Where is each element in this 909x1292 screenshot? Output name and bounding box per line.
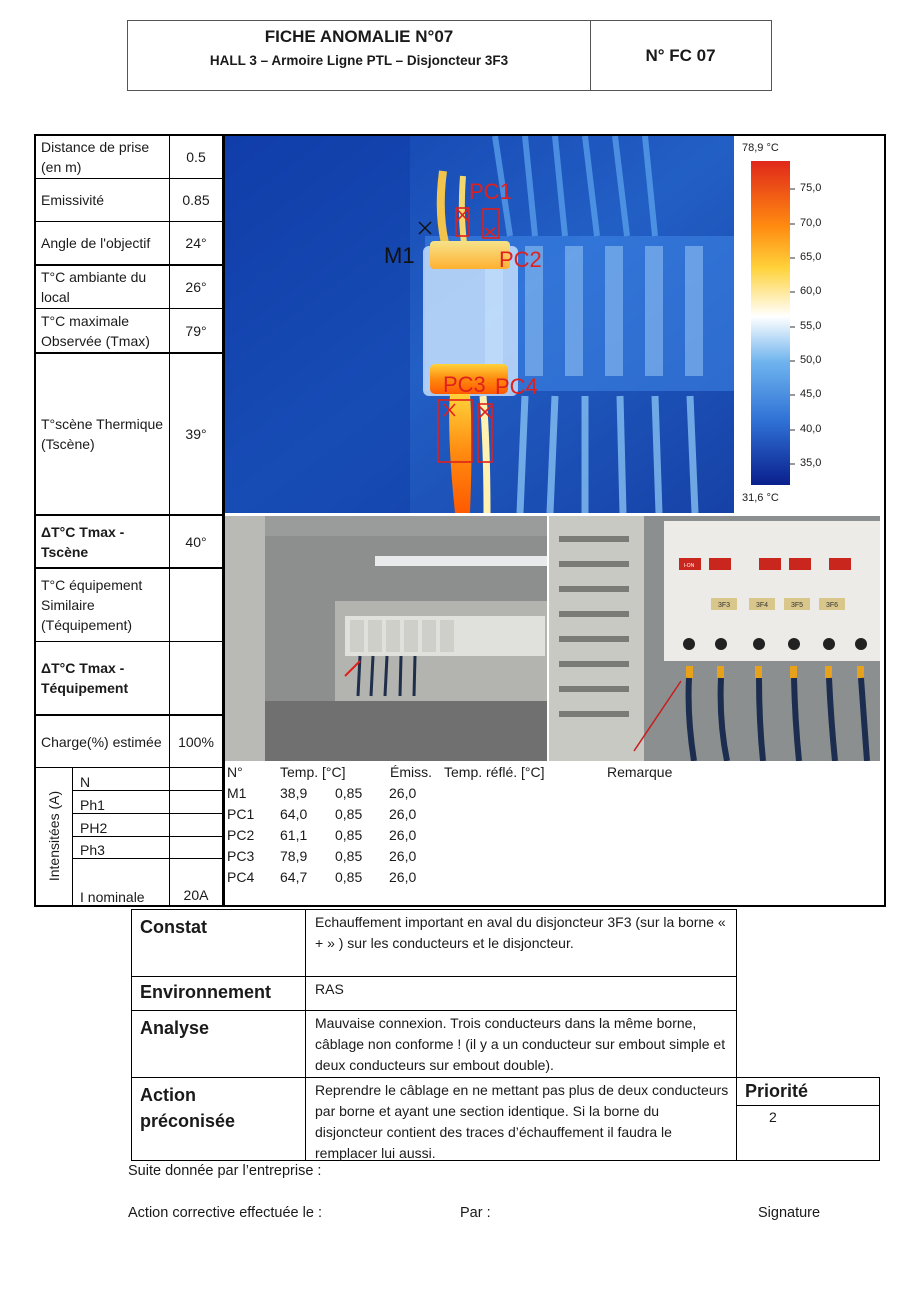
param-row xyxy=(36,716,222,768)
cell: 0,85 xyxy=(335,827,363,843)
cell: 26,0 xyxy=(389,848,417,864)
breaker-label: 3F5 xyxy=(790,602,804,609)
environnement-row xyxy=(131,976,737,1011)
constat-text: Echauffement important en aval du disjoncteur 3F3 (sur la borne « + » ) sur les conducteurs et le disjoncteur. xyxy=(315,914,726,951)
col-header: Émiss. xyxy=(390,764,432,780)
intensity-name: Ph3 xyxy=(80,842,105,858)
scale-tick: 55,0 xyxy=(800,320,822,332)
action-row xyxy=(131,1077,737,1161)
param-row xyxy=(36,309,222,354)
col-header: Temp. réflé. [°C] xyxy=(444,764,545,780)
cell: 64,7 xyxy=(280,869,308,885)
divider xyxy=(305,1011,306,1077)
marker-pc4: PC4 xyxy=(495,374,538,399)
cabinet-photo xyxy=(225,516,547,761)
breaker-label: 3F3 xyxy=(717,602,731,609)
scale-tick: 50,0 xyxy=(800,354,822,366)
scale-tick: 60,0 xyxy=(800,285,822,297)
signature-label: Signature xyxy=(758,1205,821,1221)
cell: PC4 xyxy=(227,869,255,885)
param-row xyxy=(36,354,222,516)
cell: 0,85 xyxy=(335,806,363,822)
marker-pc2: PC2 xyxy=(499,247,542,272)
intensity-name: Ph1 xyxy=(80,797,105,813)
param-label: T°C équipement Similaire (Téquipement) xyxy=(41,577,143,633)
environnement-label: Environnement xyxy=(140,982,272,1002)
marker-pc3: PC3 xyxy=(443,372,486,397)
param-row xyxy=(36,516,222,569)
analyse-row xyxy=(131,1010,737,1078)
intensity-row xyxy=(72,837,222,859)
constat-row xyxy=(131,909,737,977)
cell: 78,9 xyxy=(280,848,308,864)
param-label: Angle de l'objectif xyxy=(41,235,151,251)
param-value: 39° xyxy=(169,354,222,514)
intensities-label: Intensitées (A) xyxy=(46,790,62,882)
action-label: Action préconisée xyxy=(140,1085,236,1131)
breaker-label: 3F6 xyxy=(825,602,839,609)
priority-label: Priorité xyxy=(745,1081,809,1101)
cell: 38,9 xyxy=(280,785,308,801)
thermal-image xyxy=(225,136,734,513)
param-label: Emissivité xyxy=(41,192,105,208)
report-frame xyxy=(34,134,886,907)
intensity-value xyxy=(169,814,222,836)
marker-pc1: PC1 xyxy=(469,179,512,204)
intensity-row xyxy=(72,791,222,814)
col-header: Remarque xyxy=(607,764,673,780)
scale-tick: 35,0 xyxy=(800,457,822,469)
scale-tick: 45,0 xyxy=(800,388,822,400)
param-value: 0.5 xyxy=(169,136,222,178)
cell: 0,85 xyxy=(335,869,363,885)
cell: PC2 xyxy=(227,827,255,843)
reference-number: N° FC 07 xyxy=(645,45,716,65)
intensity-value: 20A xyxy=(169,859,222,905)
par-label: Par : xyxy=(460,1205,491,1221)
param-label: Charge(%) estimée xyxy=(41,733,162,750)
parameter-column xyxy=(36,136,225,905)
analyse-label: Analyse xyxy=(140,1018,210,1038)
scale-min-label: 31,6 °C xyxy=(742,492,779,504)
param-value: 79° xyxy=(169,309,222,352)
thermal-image-graphic xyxy=(225,136,734,513)
param-row xyxy=(36,642,222,716)
param-label: T°C ambiante du local xyxy=(41,269,147,305)
param-label: ΔT°C Tmax - Tscène xyxy=(41,523,125,560)
param-value: 0.85 xyxy=(169,179,222,221)
constat-label: Constat xyxy=(140,917,207,937)
col-header: N° xyxy=(227,764,243,780)
marker-m1: M1 xyxy=(384,243,415,268)
param-value: 40° xyxy=(169,516,222,567)
divider xyxy=(305,1078,306,1160)
param-value: 26° xyxy=(169,266,222,308)
intensity-value xyxy=(169,768,222,790)
cell: 26,0 xyxy=(389,806,417,822)
intensity-row xyxy=(72,814,222,837)
divider xyxy=(305,910,306,976)
param-label: T°scène Thermique (Tscène) xyxy=(41,416,164,452)
param-row xyxy=(36,569,222,642)
param-value xyxy=(169,569,222,641)
param-row xyxy=(36,136,222,179)
cell: PC1 xyxy=(227,806,255,822)
param-value: 24° xyxy=(169,222,222,264)
breaker-closeup-graphic xyxy=(549,516,880,761)
action-done-label: Action corrective effectuée le : xyxy=(128,1205,322,1221)
cell: 0,85 xyxy=(335,785,363,801)
col-header: Temp. [°C] xyxy=(280,764,346,780)
param-label: Distance de prise (en m) xyxy=(41,139,150,175)
scale-tick: 40,0 xyxy=(800,423,822,435)
intensity-row xyxy=(72,768,222,791)
suite-label: Suite donnée par l’entreprise : xyxy=(128,1163,322,1179)
cell: 0,85 xyxy=(335,848,363,864)
cell: 26,0 xyxy=(389,827,417,843)
header-title-cell xyxy=(128,21,591,90)
param-value: 100% xyxy=(169,716,222,767)
param-row xyxy=(36,179,222,222)
header-box xyxy=(127,20,772,91)
analyse-text: Mauvaise connexion. Trois conducteurs dans la même borne, câblage non conforme ! (il y a un conducteur sur embout simple et deux conducteurs sur embout double). xyxy=(315,1015,726,1073)
priority-value: 2 xyxy=(769,1109,777,1125)
scale-tick: 70,0 xyxy=(800,217,822,229)
intensity-name: I nominale xyxy=(80,889,145,905)
switch-label: I-ON xyxy=(683,563,695,569)
param-label: T°C maximale Observée (Tmax) xyxy=(41,312,150,349)
cell: 61,1 xyxy=(280,827,308,843)
divider xyxy=(305,977,306,1010)
breaker-label: 3F4 xyxy=(755,602,769,609)
param-label: ΔT°C Tmax - Téquipement xyxy=(41,660,129,696)
scale-tick: 65,0 xyxy=(800,251,822,263)
intensity-value xyxy=(169,837,222,858)
measurements-table xyxy=(225,764,865,904)
action-text: Reprendre le câblage en ne mettant pas plus de deux conducteurs par borne et ayant une section identique. Si la borne du disjoncteur contient des traces d’échauffement il faudra le remplacer lui aussi. xyxy=(315,1082,729,1161)
cell: 64,0 xyxy=(280,806,308,822)
cabinet-photo-graphic xyxy=(225,516,547,761)
environnement-text: RAS xyxy=(315,981,344,997)
intensity-value xyxy=(169,791,222,813)
page-subtitle: HALL 3 – Armoire Ligne PTL – Disjoncteur 3F3 xyxy=(209,53,509,68)
cell: M1 xyxy=(227,785,247,801)
intensities-label-cell xyxy=(36,768,73,905)
intensity-name: PH2 xyxy=(80,820,108,836)
param-row xyxy=(36,266,222,309)
scale-tick: 75,0 xyxy=(800,182,822,194)
scale-max-label: 78,9 °C xyxy=(742,142,779,154)
priority-box xyxy=(736,1077,880,1161)
temperature-scale xyxy=(734,136,884,513)
cell: 26,0 xyxy=(389,785,417,801)
cell: 26,0 xyxy=(389,869,417,885)
param-row xyxy=(36,222,222,266)
intensity-row xyxy=(72,859,222,905)
param-value xyxy=(169,642,222,714)
intensity-name: N xyxy=(80,774,91,790)
page-title: FICHE ANOMALIE N°07 xyxy=(264,27,454,46)
cell: PC3 xyxy=(227,848,255,864)
breaker-closeup-photo xyxy=(549,516,880,761)
